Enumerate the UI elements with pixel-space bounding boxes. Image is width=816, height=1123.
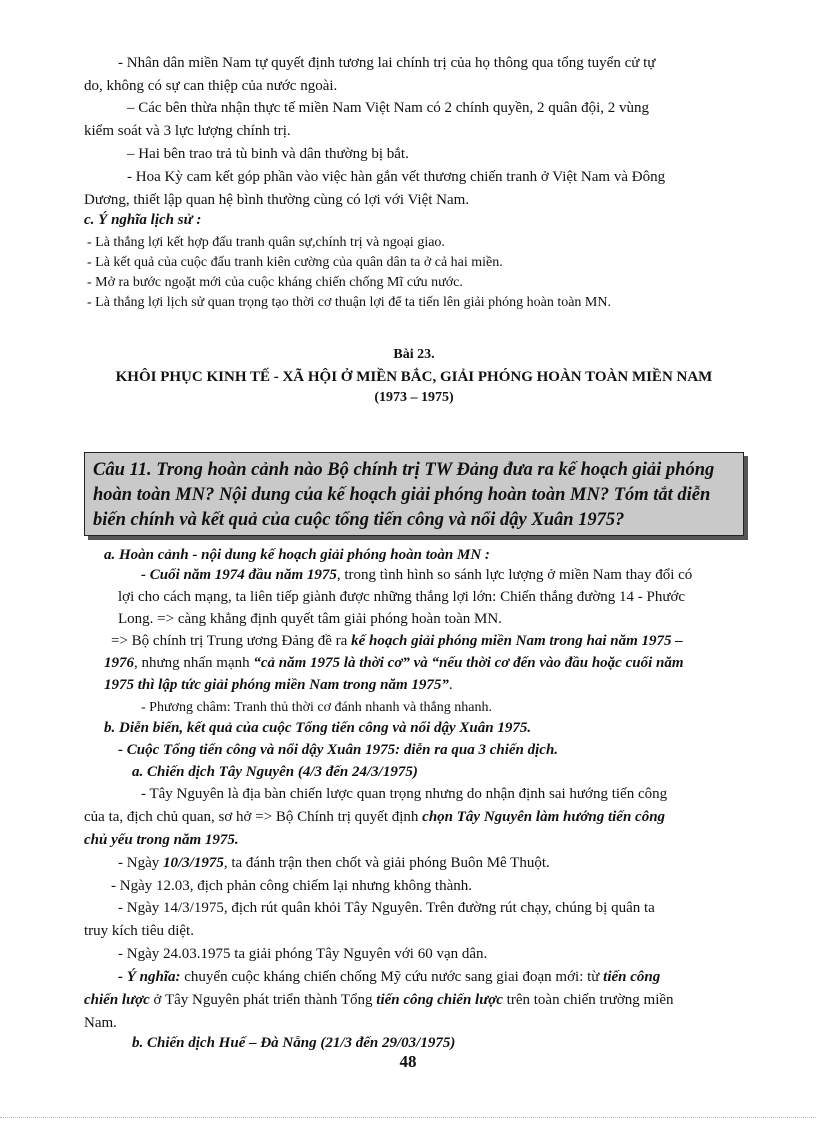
text-line: - Ngày 24.03.1975 ta giải phóng Tây Nguyên với 60 vạn dân. — [118, 946, 488, 962]
significance-item: - Là kết quả của cuộc đấu tranh kiên cường của quân dân ta ở cả hai miền. — [87, 255, 503, 270]
text-line: - Nhân dân miền Nam tự quyết định tương lai chính trị của họ thông qua tổng tuyển cử tự — [118, 55, 656, 71]
question-line: biến chính và kết quả của cuộc tổng tiến công và nổi dậy Xuân 1975? — [93, 510, 625, 530]
text-line: lợi cho cách mạng, ta liên tiếp giành được những thắng lợi lớn: Chiến thắng đường 14 - Phước — [118, 589, 686, 605]
text-line — [118, 852, 778, 874]
text-span: trên toàn chiến trường miền — [502, 992, 674, 1008]
emphasis: tiến công — [603, 969, 661, 985]
emphasis: 10/3/1975 — [163, 855, 224, 871]
text-line: chủ yếu trong năm 1975. — [84, 832, 239, 848]
section-b-heading: b. Diễn biến, kết quả của cuộc Tổng tiến công và nổi dậy Xuân 1975. — [104, 720, 532, 736]
question-box — [84, 452, 744, 536]
text-line: Dương, thiết lập quan hệ bình thường cùng có lợi với Việt Nam. — [84, 192, 470, 208]
emphasis: tiến công chiến lược — [376, 992, 503, 1008]
lesson-title: KHÔI PHỤC KINH TẾ - XÃ HỘI Ở MIỀN BẮC, GIẢI PHÓNG HOÀN TOÀN MIỀN NAM — [115, 369, 713, 385]
text-line — [118, 966, 778, 988]
text-line — [104, 674, 764, 696]
text-line: - Hoa Kỳ cam kết góp phần vào việc hàn gắn vết thương chiến tranh ở Việt Nam và Đông — [127, 169, 666, 185]
lesson-number: Bài 23. — [393, 347, 435, 362]
significance-item: - Là thắng lợi kết hợp đấu tranh quân sự,chính trị và ngoại giao. — [87, 235, 445, 250]
emphasis: 1975 thì lập tức giải phóng miền Nam trong năm 1975” — [104, 677, 449, 693]
emphasis: 1976 — [104, 655, 134, 671]
text-line: do, không có sự can thiệp của nước ngoài. — [84, 78, 338, 94]
page-bottom-divider — [0, 1117, 816, 1118]
page-number: 48 — [399, 1052, 417, 1071]
text-line: - Ngày 14/3/1975, địch rút quân khỏi Tây Nguyên. Trên đường rút chạy, chúng bị quân ta — [118, 900, 655, 916]
text-line — [104, 652, 764, 674]
question-line: hoàn toàn MN? Nội dung của kế hoạch giải phóng hoàn toàn MN? Tóm tắt diễn — [93, 485, 711, 505]
text-line: – Các bên thừa nhận thực tế miền Nam Việt Nam có 2 chính quyền, 2 quân đội, 2 vùng — [127, 100, 650, 116]
lesson-years: (1973 – 1975) — [374, 390, 454, 405]
text-span: ở Tây Nguyên phát triển thành Tổng — [149, 992, 377, 1008]
text-span: - Ngày — [118, 855, 163, 871]
text-span: . — [448, 677, 453, 693]
campaign-a-heading: a. Chiến dịch Tây Nguyên (4/3 đến 24/3/1975) — [132, 764, 418, 780]
text-span: chuyển cuộc kháng chiến chống Mỹ cứu nước sang giai đoạn mới: từ — [180, 969, 604, 985]
text-line — [141, 564, 801, 586]
significance-item: - Mở ra bước ngoặt mới của cuộc kháng chiến chống Mĩ cứu nước. — [87, 275, 463, 290]
text-line — [84, 989, 744, 1011]
text-line — [84, 806, 744, 828]
emphasis: kế hoạch giải phóng miền Nam trong hai năm 1975 – — [351, 633, 683, 649]
emphasis: - Cuối năm 1974 đầu năm 1975 — [141, 567, 337, 583]
significance-heading: c. Ý nghĩa lịch sử : — [84, 212, 202, 228]
emphasis: - Ý nghĩa: — [118, 969, 181, 985]
significance-item: - Là thắng lợi lịch sử quan trọng tạo thời cơ thuận lợi để ta tiến lên giải phóng hoàn toàn MN. — [87, 295, 611, 310]
text-line: Long. => càng khẳng định quyết tâm giải phóng hoàn toàn MN. — [118, 611, 502, 627]
text-line: – Hai bên trao trả tù binh và dân thường bị bắt. — [127, 146, 409, 162]
question-line: Câu 11. Trong hoàn cảnh nào Bộ chính trị TW Đảng đưa ra kế hoạch giải phóng — [93, 460, 715, 480]
campaign-b-heading: b. Chiến dịch Huế – Đà Nẵng (21/3 đến 29/03/1975) — [132, 1035, 456, 1051]
text-line: - Ngày 12.03, địch phản công chiếm lại nhưng không thành. — [111, 878, 472, 894]
text-line: - Tây Nguyên là địa bàn chiến lược quan trọng nhưng do nhận định sai hướng tiến công — [141, 786, 668, 802]
text-line — [111, 630, 771, 652]
section-a-heading: a. Hoàn cảnh - nội dung kế hoạch giải phóng hoàn toàn MN : — [104, 547, 490, 563]
emphasis: “cả năm 1975 là thời cơ” và “nếu thời cơ đến vào đầu hoặc cuối năm — [253, 655, 684, 671]
text-line: truy kích tiêu diệt. — [84, 923, 194, 939]
text-line: - Phương châm: Tranh thủ thời cơ đánh nhanh và thắng nhanh. — [141, 700, 492, 715]
text-span: của ta, địch chủ quan, sơ hở => Bộ Chính trị quyết định — [84, 809, 423, 825]
text-span: , ta đánh trận then chốt và giải phóng Buôn Mê Thuột. — [223, 855, 550, 871]
text-span: => Bộ chính trị Trung ương Đảng đề ra — [111, 633, 352, 649]
text-line: kiểm soát và 3 lực lượng chính trị. — [84, 123, 291, 139]
emphasis: chọn Tây Nguyên làm hướng tiến công — [422, 809, 666, 825]
emphasis: chiến lược — [84, 992, 150, 1008]
section-b-subheading: - Cuộc Tổng tiến công và nổi dậy Xuân 1975: diễn ra qua 3 chiến dịch. — [118, 742, 559, 758]
text-span: , nhưng nhấn mạnh — [134, 655, 254, 671]
text-line: Nam. — [84, 1015, 117, 1031]
text-span: , trong tình hình so sánh lực lượng ở miền Nam thay đổi có — [336, 567, 693, 583]
